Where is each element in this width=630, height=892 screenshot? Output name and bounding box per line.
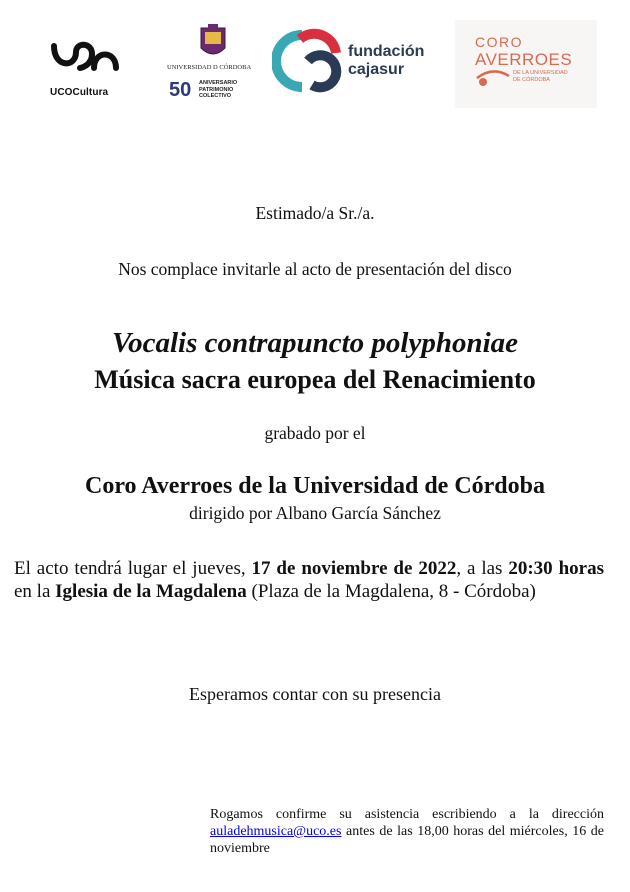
uco-cultura-logo — [50, 38, 120, 108]
recorded-by-text: grabado por el — [264, 423, 366, 443]
fundacion-cajasur-logo — [272, 25, 437, 100]
anniversary-number: 50 — [169, 79, 192, 99]
universidad-name: UNIVERSIDAD D CÓRDOBA — [167, 64, 252, 71]
coro-university-label: DE LA UNIVERSIDAD DE CÓRDOBA — [513, 70, 568, 83]
details-part1: El acto tendrá lugar el jueves, — [14, 558, 252, 579]
event-details — [14, 557, 604, 603]
conductor-text: dirigido por Albano García Sánchez — [189, 503, 441, 523]
invitation-text: Nos complace invitarle al acto de presentación del disco — [118, 259, 512, 279]
album-subtitle: Música sacra europea del Renacimiento — [94, 365, 536, 394]
rsvp-email-link[interactable]: auladehmusica@uco.es — [210, 824, 342, 839]
rsvp-text1: Rogamos confirme su asistencia escribiendo a la dirección — [210, 807, 604, 822]
details-part2: , a las — [456, 558, 509, 579]
greeting: Estimado/a Sr./a. — [255, 203, 375, 223]
fundacion-label: fundación — [348, 43, 425, 60]
choir-name: Coro Averroes de la Universidad de Córdoba — [85, 473, 545, 499]
swoosh-icon — [475, 68, 511, 88]
anniversary-50-icon — [169, 79, 199, 99]
cajasur-mark-icon — [272, 25, 344, 97]
universidad-cordoba-logo — [165, 22, 260, 104]
event-time: 20:30 horas — [508, 558, 604, 579]
details-part3: en la — [14, 581, 56, 602]
closing-text: Esperamos contar con su presencia — [189, 684, 441, 704]
uco-cultura-label: UCOCultura — [50, 87, 109, 98]
anniversary-text: ANIVERSARIO PATRIMONIO COLECTIVO — [199, 80, 238, 99]
rsvp-note — [210, 806, 604, 857]
coro-label: CORO — [475, 34, 523, 50]
cajasur-label: cajasur — [348, 61, 405, 78]
uco-cultura-mark-icon — [50, 38, 120, 86]
event-venue: Iglesia de la Magdalena — [55, 581, 247, 602]
averroes-label: AVERROES — [475, 50, 573, 69]
logo-bar — [0, 20, 630, 110]
rsvp-text2: antes de las 18,00 horas del miércoles, 16 de noviembre — [210, 824, 604, 856]
university-shield-icon — [165, 22, 260, 64]
event-date: 17 de noviembre de 2022 — [251, 558, 457, 579]
album-title: Vocalis contrapuncto polyphoniae — [111, 327, 519, 359]
details-part4: (Plaza de la Magdalena, 8 - Córdoba) — [246, 581, 536, 602]
coro-averroes-logo — [455, 20, 597, 108]
